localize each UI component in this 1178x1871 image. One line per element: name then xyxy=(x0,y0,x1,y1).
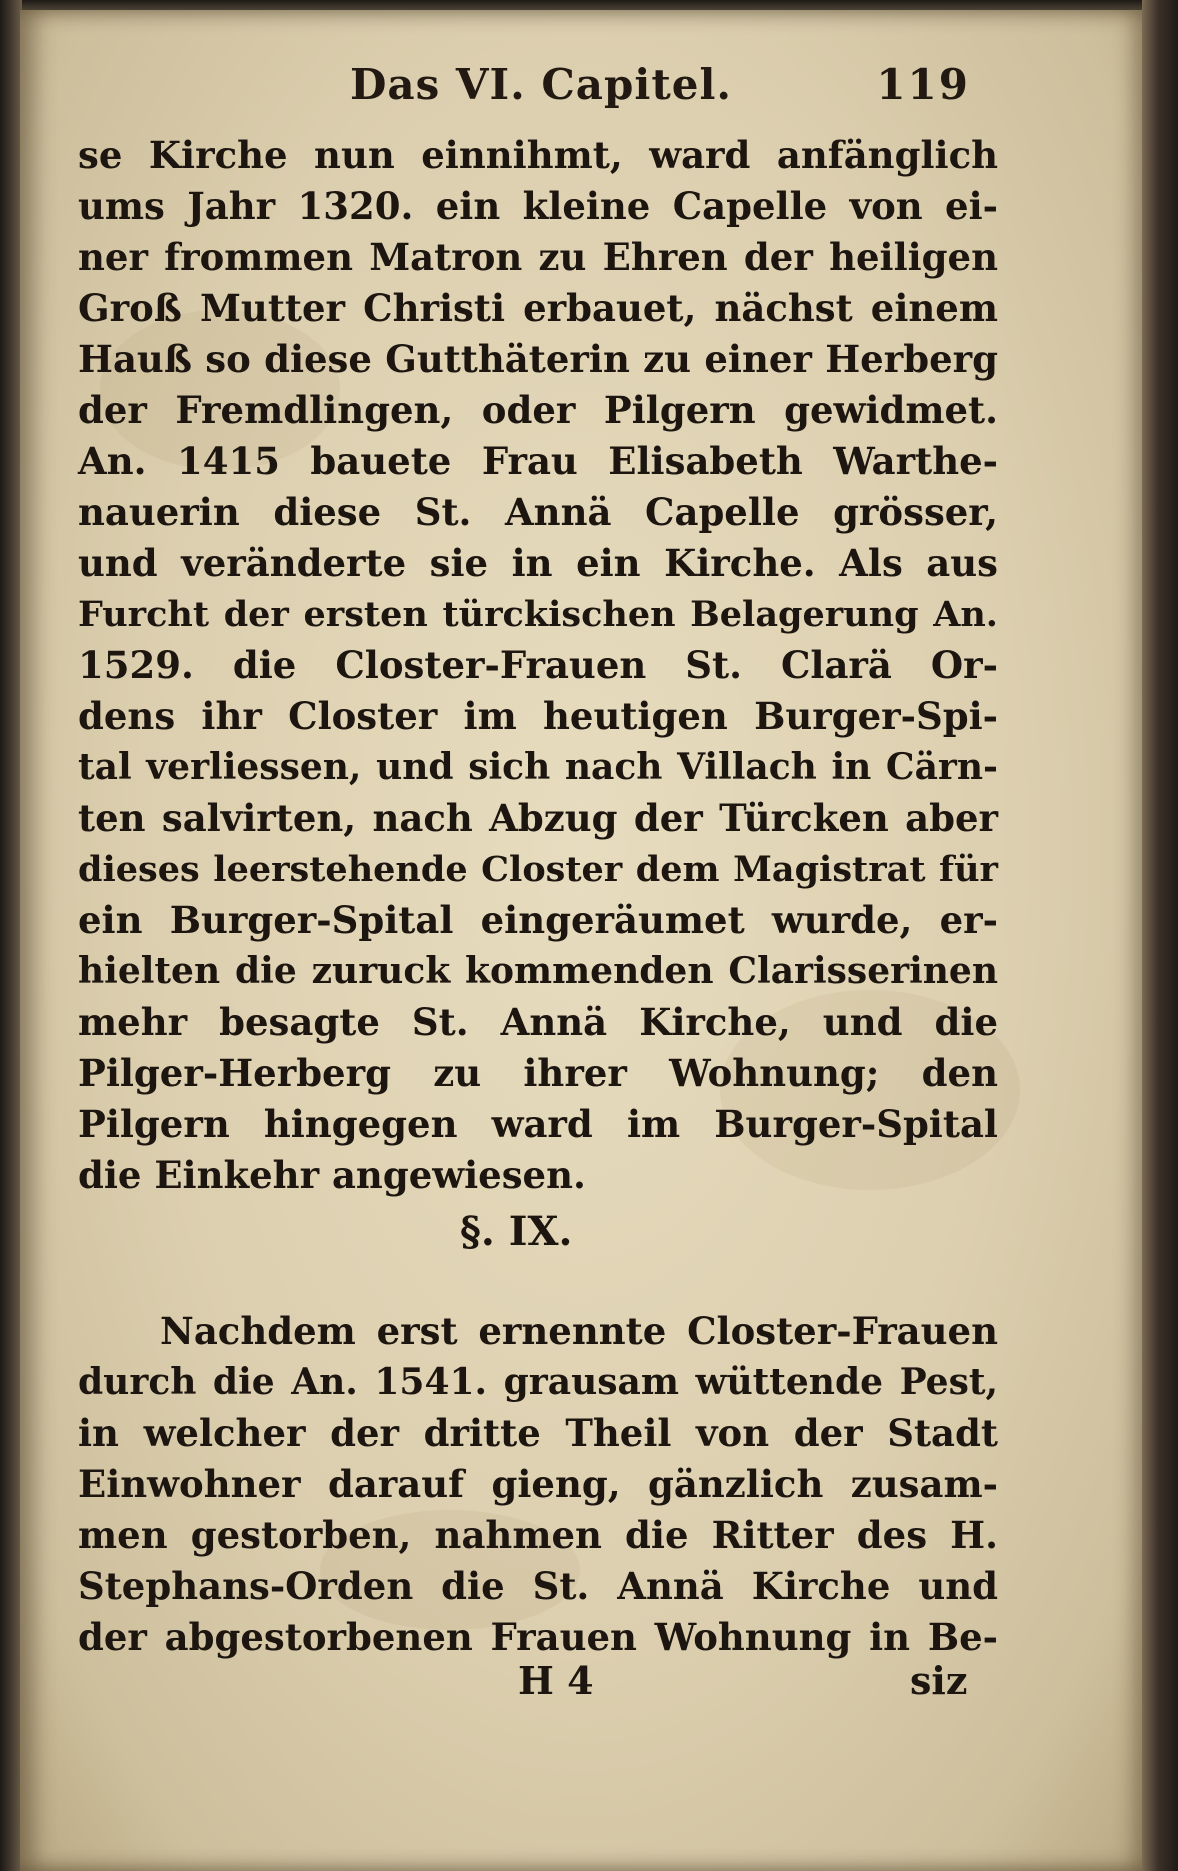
text-line: Einwohner darauf gieng, gänzlich zusam- xyxy=(78,1462,998,1506)
text-line: ein Burger-Spital eingeräumet wurde, er- xyxy=(78,898,998,942)
right-book-edge xyxy=(1142,0,1178,1871)
text-line: dens ihr Closter im heutigen Burger-Spi- xyxy=(78,694,998,738)
text-line: hielten die zuruck kommenden Clarisserinen xyxy=(78,950,998,992)
text-line: nauerin diese St. Annä Capelle grösser, xyxy=(78,490,998,534)
text-line: Furcht der ersten türckischen Belagerung An. xyxy=(78,594,998,635)
text-line: in welcher der dritte Theil von der Stadt xyxy=(78,1411,998,1455)
page-footer xyxy=(20,1658,1142,1708)
text-line: mehr besagte St. Annä Kirche, und die xyxy=(78,1000,998,1044)
page-paper xyxy=(20,10,1142,1871)
text-line: ner frommen Matron zu Ehren der heiligen xyxy=(78,235,998,279)
text-line: Pilger-Herberg zu ihrer Wohnung; den xyxy=(78,1051,998,1095)
text-line: men gestorben, nahmen die Ritter des H. xyxy=(78,1513,998,1557)
text-line: Nachdem erst ernennte Closter-Frauen xyxy=(160,1309,998,1353)
page-number: 119 xyxy=(876,60,970,109)
text-line: durch die An. 1541. grausam wüttende Pest, xyxy=(78,1361,998,1403)
text-line: 1529. die Closter-Frauen St. Clarä Or- xyxy=(78,643,998,687)
text-line: der Fremdlingen, oder Pilgern gewidmet. xyxy=(78,388,998,432)
text-line: tal verliessen, und sich nach Villach in Cärn- xyxy=(78,746,998,788)
text-line: se Kirche nun einnihmt, ward anfänglich xyxy=(78,133,998,177)
chapter-title: Das VI. Capitel. xyxy=(350,60,733,109)
running-header xyxy=(350,60,970,120)
text-line: dieses leerstehende Closter dem Magistrat für xyxy=(78,849,998,890)
text-line: ten salvirten, nach Abzug der Türcken aber xyxy=(78,796,998,840)
text-line: die Einkehr angewiesen. xyxy=(78,1153,586,1197)
signature-mark: H 4 xyxy=(518,1658,594,1703)
paragraph-2 xyxy=(78,1306,998,1663)
text-line: An. 1415 bauete Frau Elisabeth Warthe- xyxy=(78,439,998,483)
text-line: Stephans-Orden die St. Annä Kirche und xyxy=(78,1564,998,1608)
text-line: ums Jahr 1320. ein kleine Capelle von ei- xyxy=(78,184,998,228)
text-line: Groß Mutter Christi erbauet, nächst einem xyxy=(78,286,998,330)
text-line: und veränderte sie in ein Kirche. Als aus xyxy=(78,541,998,585)
left-book-edge xyxy=(0,0,22,1871)
section-heading: §. IX. xyxy=(460,1208,573,1255)
paragraph-1 xyxy=(78,130,998,1201)
text-line: der abgestorbenen Frauen Wohnung in Be- xyxy=(78,1615,998,1659)
text-line: Pilgern hingegen ward im Burger-Spital xyxy=(78,1102,998,1146)
catchword: siz xyxy=(910,1658,968,1703)
text-line: Hauß so diese Gutthäterin zu einer Herberg xyxy=(78,337,998,381)
